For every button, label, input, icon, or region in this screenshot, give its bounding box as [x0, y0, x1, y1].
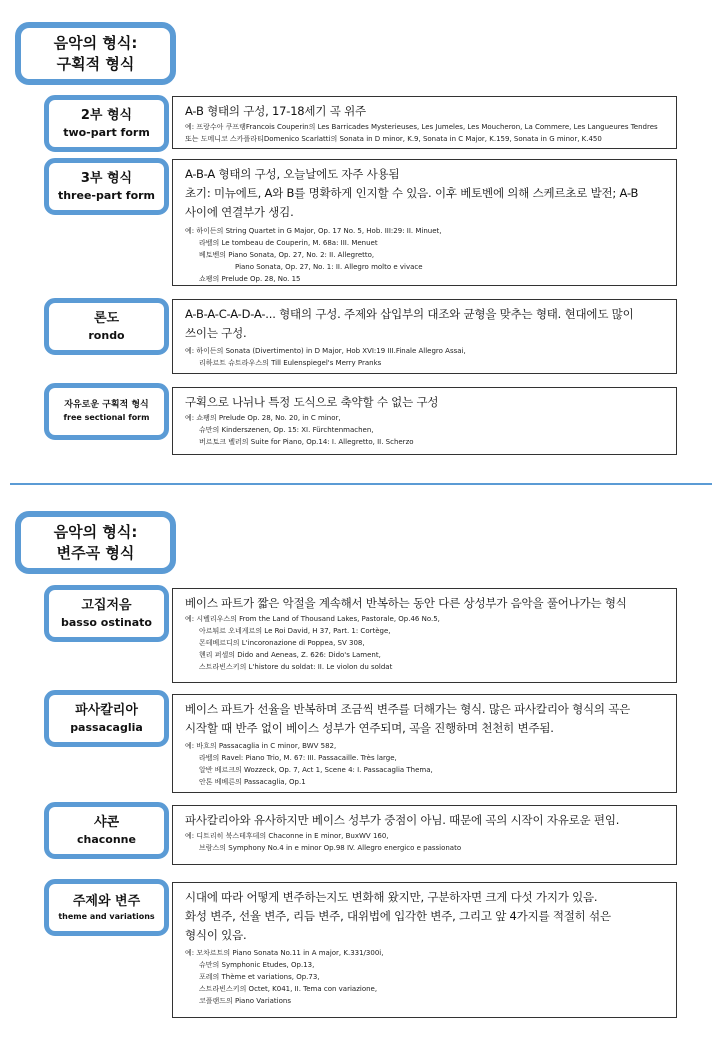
example-line: 코플랜드의 Piano Variations [199, 997, 291, 1005]
example-line: 예: 프랑수아 쿠프랭Francois Couperin의 Les Barricades Mysterieuses, Les Jumeles, Les Moucheron, La Commere, Les Langueures Tendres [185, 123, 658, 131]
form-label-three-part [44, 158, 169, 215]
form-label-basso-ostinato [44, 585, 169, 642]
section-title-sectional-form [15, 22, 176, 85]
description-line: 쓰이는 구성. [185, 326, 247, 340]
description-line: A-B-A-C-A-D-A-... 형태의 구성. 주제와 삽입부의 대조와 균형을 맞추는 형태. 현대에도 많이 [185, 307, 634, 321]
example-line: 라벨의 Ravel: Piano Trio, M. 67: III. Passacaille. Très large, [199, 754, 397, 762]
example-line: 예: 하이든의 String Quartet in G Major, Op. 17 No. 5, Hob. III:29: II. Minuet, [185, 227, 442, 235]
example-line: 예: 모차르트의 Piano Sonata No.11 in A major, K.331/300i, [185, 949, 384, 957]
form-label-english: free sectional form [63, 413, 150, 422]
form-label-passacaglia [44, 690, 169, 747]
description-line: 파사칼리아와 유사하지만 베이스 성부가 중점이 아님. 때문에 곡의 시작이 자유로운 편임. [185, 813, 620, 827]
form-description-chaconne [172, 805, 677, 865]
example-line: 안톤 베베른의 Passacaglia, Op.1 [199, 778, 306, 786]
example-line: 버르토크 벨러의 Suite for Piano, Op.14: I. Allegretto, II. Scherzo [199, 438, 414, 446]
example-line: 헨리 퍼셀의 Dido and Aeneas, Z. 626: Dido's Lament, [199, 651, 381, 659]
example-line: 라벨의 Le tombeau de Couperin, M. 68a: III. Menuet [199, 239, 378, 247]
form-label-korean: 샤콘 [93, 814, 120, 830]
form-description-rondo [172, 299, 677, 374]
form-label-korean: 3부 형식 [80, 170, 133, 186]
form-label-korean: 2부 형식 [80, 107, 133, 123]
form-label-english: passacaglia [70, 720, 143, 734]
form-label-theme-and-variations [44, 879, 169, 936]
example-line: 슈만의 Symphonic Etudes, Op.13, [199, 961, 315, 969]
description-line: 사이에 연결부가 생김. [185, 205, 294, 219]
form-label-korean: 자유로운 구획적 형식 [64, 400, 149, 410]
description-line: 시대에 따라 어떻게 변주하는지도 변화해 왔지만, 구분하자면 크게 다섯 가지가 있음. [185, 890, 598, 904]
section-title-line2: 구획적 형식 [56, 54, 135, 73]
form-label-free-sectional [44, 383, 169, 440]
form-label-english: three-part form [57, 188, 156, 202]
description-line: 형식이 있음. [185, 928, 247, 942]
example-line: 예: 디트리히 북스테후데의 Chaconne in E minor, BuxWV 160, [185, 832, 389, 840]
form-description-theme-and-variations [172, 882, 677, 1018]
description-line: 시작할 때 반주 없이 베이스 성부가 연주되며, 곡을 진행하며 천천히 변주됨. [185, 721, 554, 735]
form-label-english: basso ostinato [61, 615, 152, 629]
example-line: 스트라빈스키의 Octet, K041, II. Tema con variazione, [199, 985, 378, 993]
section-title-line1: 음악의 형식: [53, 33, 138, 52]
example-line: 브람스의 Symphony No.4 in e minor Op.98 IV. Allegro energico e passionato [199, 844, 462, 852]
form-label-korean: 파사칼리아 [75, 702, 138, 718]
form-description-passacaglia [172, 694, 677, 793]
form-label-english: theme and variations [58, 911, 155, 921]
example-line: Piano Sonata, Op. 27, No. 1: II. Allegro molto e vivace [235, 263, 423, 271]
form-label-korean: 론도 [93, 310, 120, 326]
example-line: 예: 하이든의 Sonata (Divertimento) in D Major, Hob XVI:19 III.Finale Allegro Assai, [185, 347, 466, 355]
description-line: 베이스 파트가 짧은 악절을 계속해서 반복하는 동안 다른 상성부가 음악을 풀어나가는 형식 [185, 596, 627, 610]
example-line: 예: 쇼팽의 Prelude Op. 28, No. 20, in C minor, [185, 414, 341, 422]
example-line: 예: 시벨리우스의 From the Land of Thousand Lakes, Pastorale, Op.46 No.5, [185, 615, 440, 623]
form-label-english: two-part form [63, 125, 150, 139]
form-description-three-part [172, 159, 677, 286]
section-title-variation-form [15, 511, 176, 574]
form-label-korean: 주제와 변주 [72, 893, 141, 909]
form-description-two-part [172, 96, 677, 149]
description-line: 초기: 미뉴에트, A와 B를 명확하게 인지할 수 있음. 이후 베토벤에 의해 스케르초로 발전; A-B [185, 186, 639, 200]
description-line: A-B-A 형태의 구성, 오늘날에도 자주 사용됨 [185, 167, 400, 181]
example-line: 몬테베르디의 L'incoronazione di Poppea, SV 308, [199, 639, 365, 647]
example-line: 스트라빈스키의 L'histore du soldat: II. Le violon du soldat [199, 663, 393, 671]
form-label-english: chaconne [77, 832, 136, 846]
example-line: 알반 베르크의 Wozzeck, Op. 7, Act 1, Scene 4: I. Passacaglia Thema, [199, 766, 433, 774]
example-line: 포레의 Thème et variations, Op.73, [199, 973, 320, 981]
example-line: 슈만의 Kinderszenen, Op. 15: XI. Fürchtenmachen, [199, 426, 374, 434]
form-label-chaconne [44, 802, 169, 859]
section-divider [10, 483, 712, 485]
section-title-line1: 음악의 형식: [53, 522, 138, 541]
form-label-english: rondo [88, 328, 125, 342]
form-label-two-part [44, 95, 169, 152]
description-line: 화성 변주, 선율 변주, 리듬 변주, 대위법에 입각한 변주, 그리고 앞 4가지를 적절히 섞은 [185, 909, 611, 923]
description-line: A-B 형태의 구성, 17-18세기 곡 위주 [185, 104, 366, 118]
form-description-free-sectional [172, 387, 677, 455]
example-line: 쇼팽의 Prelude Op. 28, No. 15 [199, 275, 301, 283]
section-title-line2: 변주곡 형식 [56, 543, 135, 562]
description-line: 구획으로 나뉘나 특정 도식으로 축약할 수 없는 구성 [185, 395, 439, 409]
form-label-rondo [44, 298, 169, 355]
example-line: 아르튀르 오네게르의 Le Roi David, H 37, Part. 1: Cortège, [199, 627, 391, 635]
example-line: 또는 도메니코 스카플라티Domenico Scarlatti의 Sonata in D minor, K.9, Sonata in C Major, K.159, Sonata in G minor, K.450 [185, 135, 602, 143]
description-line: 베이스 파트가 선율을 반복하며 조금씩 변주를 더해가는 형식. 많은 파사칼리아 형식의 곡은 [185, 702, 631, 716]
example-line: 리하르트 슈트라우스의 Till Eulenspiegel's Merry Pranks [199, 359, 382, 367]
form-label-korean: 고집저음 [81, 597, 132, 613]
example-line: 베토벤의 Piano Sonata, Op. 27, No. 2: II. Allegretto, [199, 251, 375, 259]
form-description-basso-ostinato [172, 588, 677, 683]
example-line: 예: 바흐의 Passacaglia in C minor, BWV 582, [185, 742, 337, 750]
